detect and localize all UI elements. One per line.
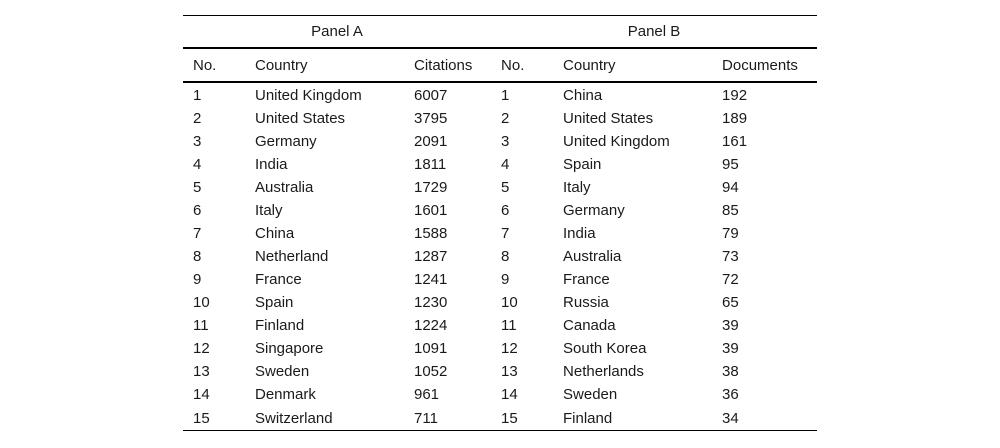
rank-no-b-cell: 3 bbox=[501, 133, 510, 150]
column-header-no-b: No. bbox=[491, 48, 553, 82]
country-a-cell: United States bbox=[255, 110, 346, 127]
documents-cell: 34 bbox=[712, 406, 817, 431]
citations-cell: 1287 bbox=[414, 248, 448, 265]
rank-no-a-cell: 3 bbox=[193, 133, 202, 150]
citations-cell: 1811 bbox=[414, 156, 447, 173]
documents-cell: 95 bbox=[722, 156, 739, 173]
column-header-row bbox=[183, 48, 817, 82]
table-row bbox=[183, 268, 817, 291]
documents-cell: 161 bbox=[722, 133, 748, 150]
table-row bbox=[183, 337, 817, 360]
citations-cell: 1588 bbox=[414, 225, 448, 242]
citations-cell: 1091 bbox=[414, 340, 448, 357]
column-header-no-a: No. bbox=[183, 48, 245, 82]
citations-cell: 961 bbox=[414, 386, 440, 403]
rank-no-b-cell: 12 bbox=[501, 340, 518, 357]
country-b-cell: Spain bbox=[563, 156, 602, 173]
rank-no-b-cell: 15 bbox=[491, 406, 553, 431]
country-b-cell: United Kingdom bbox=[563, 133, 670, 150]
country-b-cell: Finland bbox=[553, 406, 712, 431]
panel-b-heading: Panel B bbox=[491, 16, 817, 49]
rank-no-a-cell: 8 bbox=[193, 248, 202, 265]
country-a-cell: France bbox=[255, 271, 302, 288]
column-header-documents: Documents bbox=[712, 48, 817, 82]
rank-no-a-cell: 2 bbox=[193, 110, 202, 127]
country-a-cell: Switzerland bbox=[245, 406, 404, 431]
column-header-country-b: Country bbox=[553, 48, 712, 82]
country-a-cell: Germany bbox=[255, 133, 317, 150]
country-b-cell: United States bbox=[563, 110, 654, 127]
column-header-country-a: Country bbox=[245, 48, 404, 82]
table-row bbox=[183, 153, 817, 176]
panel-a-heading: Panel A bbox=[183, 16, 491, 49]
rank-no-b-cell: 8 bbox=[501, 248, 510, 265]
citations-cell: 1601 bbox=[414, 202, 448, 219]
rank-no-b-cell: 7 bbox=[501, 225, 510, 242]
table-row bbox=[183, 107, 817, 130]
documents-cell: 39 bbox=[722, 340, 739, 357]
country-a-cell: Sweden bbox=[255, 363, 310, 380]
documents-cell: 73 bbox=[722, 248, 739, 265]
citations-cell: 1052 bbox=[414, 363, 448, 380]
table-row bbox=[183, 130, 817, 153]
table-row bbox=[183, 383, 817, 406]
documents-cell: 38 bbox=[722, 363, 739, 380]
country-b-cell: Netherlands bbox=[563, 363, 644, 380]
rank-no-a-cell: 6 bbox=[193, 202, 202, 219]
table-row bbox=[183, 314, 817, 337]
country-a-cell: Spain bbox=[255, 294, 294, 311]
country-b-cell: Italy bbox=[563, 179, 591, 196]
rank-no-b-cell: 11 bbox=[501, 317, 517, 334]
table-row bbox=[183, 199, 817, 222]
country-b-cell: Russia bbox=[563, 294, 609, 311]
table-row bbox=[183, 406, 817, 431]
documents-cell: 85 bbox=[722, 202, 739, 219]
rank-no-a-cell: 1 bbox=[193, 87, 202, 104]
country-b-cell: Germany bbox=[563, 202, 625, 219]
country-b-cell: Sweden bbox=[563, 386, 618, 403]
rank-no-b-cell: 13 bbox=[501, 363, 518, 380]
citations-cell: 2091 bbox=[414, 133, 448, 150]
country-a-cell: Australia bbox=[255, 179, 314, 196]
country-a-cell: Finland bbox=[255, 317, 305, 334]
rank-no-a-cell: 5 bbox=[193, 179, 202, 196]
rank-no-a-cell: 10 bbox=[193, 294, 210, 311]
citations-cell: 711 bbox=[404, 406, 491, 431]
documents-cell: 72 bbox=[722, 271, 739, 288]
column-header-citations: Citations bbox=[404, 48, 491, 82]
country-a-cell: Denmark bbox=[255, 386, 316, 403]
country-b-cell: India bbox=[563, 225, 596, 242]
documents-cell: 189 bbox=[722, 110, 748, 127]
documents-cell: 94 bbox=[722, 179, 739, 196]
rank-no-a-cell: 13 bbox=[193, 363, 210, 380]
rank-no-a-cell: 7 bbox=[193, 225, 202, 242]
rank-no-a-cell: 14 bbox=[193, 386, 210, 403]
country-a-cell: United Kingdom bbox=[255, 87, 362, 104]
rank-no-b-cell: 9 bbox=[501, 271, 510, 288]
documents-cell: 79 bbox=[722, 225, 739, 242]
table-row bbox=[183, 176, 817, 199]
panel-header-row bbox=[183, 16, 817, 49]
rank-no-a-cell: 15 bbox=[183, 406, 245, 431]
documents-cell: 36 bbox=[722, 386, 739, 403]
rank-no-b-cell: 4 bbox=[501, 156, 510, 173]
documents-cell: 65 bbox=[722, 294, 739, 311]
rank-no-b-cell: 1 bbox=[501, 87, 510, 104]
country-a-cell: Italy bbox=[255, 202, 283, 219]
country-b-cell: Canada bbox=[563, 317, 616, 334]
rank-no-b-cell: 14 bbox=[501, 386, 518, 403]
country-a-cell: Singapore bbox=[255, 340, 324, 357]
citations-cell: 1224 bbox=[414, 317, 448, 334]
rank-no-b-cell: 10 bbox=[501, 294, 518, 311]
country-a-cell: Netherland bbox=[255, 248, 329, 265]
rank-no-a-cell: 4 bbox=[193, 156, 202, 173]
country-ranking-table bbox=[183, 15, 817, 431]
table-row bbox=[183, 360, 817, 383]
rank-no-b-cell: 6 bbox=[501, 202, 510, 219]
rank-no-b-cell: 5 bbox=[501, 179, 510, 196]
rank-no-a-cell: 11 bbox=[193, 317, 209, 334]
table-row bbox=[183, 82, 817, 107]
country-a-cell: India bbox=[255, 156, 288, 173]
table-body bbox=[183, 82, 817, 431]
country-b-cell: China bbox=[563, 87, 603, 104]
citations-cell: 1729 bbox=[414, 179, 448, 196]
rank-no-a-cell: 9 bbox=[193, 271, 202, 288]
country-ranking-table-container bbox=[183, 15, 817, 431]
documents-cell: 39 bbox=[722, 317, 739, 334]
citations-cell: 6007 bbox=[414, 87, 448, 104]
country-b-cell: South Korea bbox=[563, 340, 647, 357]
citations-cell: 3795 bbox=[414, 110, 448, 127]
table-row bbox=[183, 222, 817, 245]
rank-no-b-cell: 2 bbox=[501, 110, 510, 127]
rank-no-a-cell: 12 bbox=[193, 340, 210, 357]
citations-cell: 1230 bbox=[414, 294, 448, 311]
country-a-cell: China bbox=[255, 225, 295, 242]
documents-cell: 192 bbox=[722, 87, 748, 104]
table-row bbox=[183, 291, 817, 314]
table-row bbox=[183, 245, 817, 268]
citations-cell: 1241 bbox=[414, 271, 448, 288]
country-b-cell: France bbox=[563, 271, 610, 288]
country-b-cell: Australia bbox=[563, 248, 622, 265]
